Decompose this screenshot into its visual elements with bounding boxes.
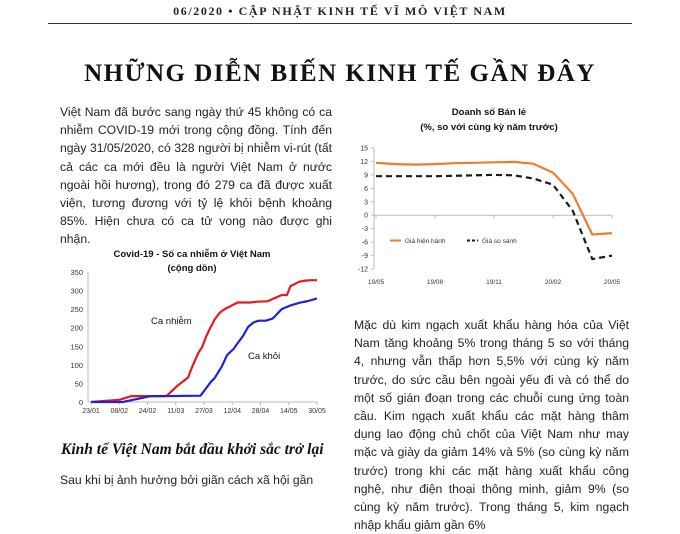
covid-y-tick-label: 250: [70, 305, 83, 315]
retail-x-tick-label: 19/11: [486, 279, 502, 286]
covid-y-axis: [70, 268, 88, 407]
body-line: nhưng vẫn thấp hơn 5,5% với cùng kỳ năm trước,: [354, 354, 629, 387]
covid-x-tick-label: 08/02: [110, 408, 129, 415]
covid-x-tick-label: 23/01: [82, 408, 100, 415]
covid-cases-chart: [55, 241, 345, 426]
body-line: ngạch xuất khẩu các mặt hàng thâm dụng lao động: [354, 409, 629, 442]
covid-label-ca-khoi: Ca khỏi: [248, 351, 281, 362]
body-line: Nam tăng khoảng 5% trong tháng 5 so với tháng 4,: [354, 336, 629, 369]
retail-y-tick-label: 9: [364, 172, 368, 180]
retail-x-tick-label: 19/05: [367, 279, 385, 286]
retail-chart-title: Doanh số Bán lẻ: [451, 107, 527, 118]
covid-x-axis: [82, 402, 326, 415]
intro-line: nhận.: [60, 232, 91, 247]
header-divider: [48, 23, 632, 24]
covid-series-line-1: [91, 298, 317, 402]
body-line: chủ chốt của Việt Nam như may mặc và giày da: [354, 427, 630, 460]
body-line: do sức cầu bên ngoài yếu đi và có thể do một số: [354, 372, 629, 405]
header-text: 06/2020 • CẬP NHẬT KINH TẾ VĨ MÔ VIỆT NAM: [173, 4, 507, 18]
retail-y-tick-label: -6: [361, 239, 368, 247]
body-line: gián đoạn trong các chuỗi cung ứng toàn cầu. Kim: [354, 390, 630, 424]
retail-y-tick-label: -3: [361, 226, 368, 234]
retail-x-tick-label: 20/05: [603, 279, 621, 286]
covid-y-tick-label: 200: [70, 323, 83, 333]
covid-series-line-0: [91, 280, 317, 402]
retail-y-tick-label: 6: [364, 185, 368, 193]
intro-line: nhiễm COVID-19 mới trong cộng đồng. Tính đến: [60, 123, 332, 138]
retail-y-tick-label: -12: [357, 266, 368, 274]
covid-x-tick-label: 14/05: [279, 408, 298, 415]
covid-y-tick-label: 150: [70, 342, 83, 352]
retail-y-tick-label: 0: [364, 212, 368, 220]
covid-x-tick-label: 24/02: [138, 408, 157, 415]
retail-x-tick-label: 20/02: [544, 279, 562, 286]
covid-label-ca-nhiem: Ca nhiễm: [151, 316, 192, 327]
retail-chart-subtitle: (%, so với cùng kỳ năm trước): [420, 122, 558, 133]
body-line: Trong tháng 5, kim ngạch nhập khẩu giảm gần 6%: [354, 500, 629, 533]
retail-y-tick-label: 15: [360, 145, 368, 153]
retail-series-line-0: [376, 162, 612, 235]
page-title: NHỮNG DIỄN BIẾN KINH TẾ GẦN ĐÂY: [84, 60, 596, 87]
covid-series: [91, 280, 317, 402]
exports-paragraph: [354, 316, 629, 534]
intro-line: Việt Nam đã bước sang ngày thứ 45 không có ca: [60, 105, 332, 119]
covid-x-tick-label: 27/03: [195, 408, 213, 415]
retail-y-tick-label: 3: [364, 199, 368, 207]
covid-y-tick-label: 100: [70, 360, 83, 370]
retail-x-tick-label: 19/08: [426, 279, 444, 286]
covid-x-tick-label: 12/04: [223, 408, 242, 415]
covid-x-tick-label: 28/04: [251, 408, 270, 415]
body-line: các mặt hàng xuất khẩu công nghệ, như điện thoại: [354, 463, 629, 496]
retail-x-axis: [368, 215, 621, 286]
intro-paragraph: [60, 103, 332, 249]
intro-line: viện, tương đương với tỷ lệ khỏi bệnh khoảng: [60, 196, 332, 211]
intro-line: cả các ca mới đều là người Việt Nam ở nước: [60, 159, 332, 174]
legend-label-gia-hien-hanh: Giá hiện hành: [405, 238, 446, 245]
body-line: giảm 14% và 5% (so cùng kỳ năm trước) trong khi: [354, 445, 629, 478]
retail-sales-chart: [348, 101, 638, 296]
intro-line: ngày 31/05/2020, có 328 người bị nhiễm vi-rút (tất: [60, 141, 332, 156]
section-heading: Kinh tế Việt Nam bắt đầu khởi sắc trở lại: [61, 441, 324, 458]
legend-label-gia-so-sanh: Giá so sánh: [482, 238, 517, 245]
page-header: [0, 0, 680, 22]
intro-line: ngoài hồi hương), trong đó 279 ca đã được xuất: [60, 177, 332, 192]
covid-x-tick-label: 11/03: [167, 408, 185, 415]
covid-y-tick-label: 50: [74, 379, 83, 389]
covid-chart-title: Covid-19 - Số ca nhiễm ở Việt Nam: [113, 249, 271, 260]
retail-y-tick-label: 12: [360, 158, 368, 166]
retail-y-axis: [358, 146, 374, 274]
covid-x-tick-label: 30/05: [308, 408, 326, 415]
retail-y-tick-label: -9: [361, 253, 368, 261]
body-line: thông minh, giảm 9% (so cùng kỳ năm trước).: [354, 481, 630, 515]
continued-paragraph: Sau khi bị ảnh hưởng bởi giãn cách xã hội gần: [60, 473, 314, 487]
covid-y-tick-label: 300: [70, 286, 83, 296]
retail-legend: [390, 238, 517, 245]
body-line: Mặc dù kim ngạch xuất khẩu hàng hóa của Việt: [354, 318, 629, 332]
covid-chart-subtitle: (cộng dồn): [167, 263, 217, 274]
covid-y-tick-label: 350: [70, 268, 83, 277]
intro-line: 85%. Hiện chưa có ca tử vong nào được ghi: [60, 214, 332, 229]
covid-y-tick-label: 0: [78, 398, 83, 407]
